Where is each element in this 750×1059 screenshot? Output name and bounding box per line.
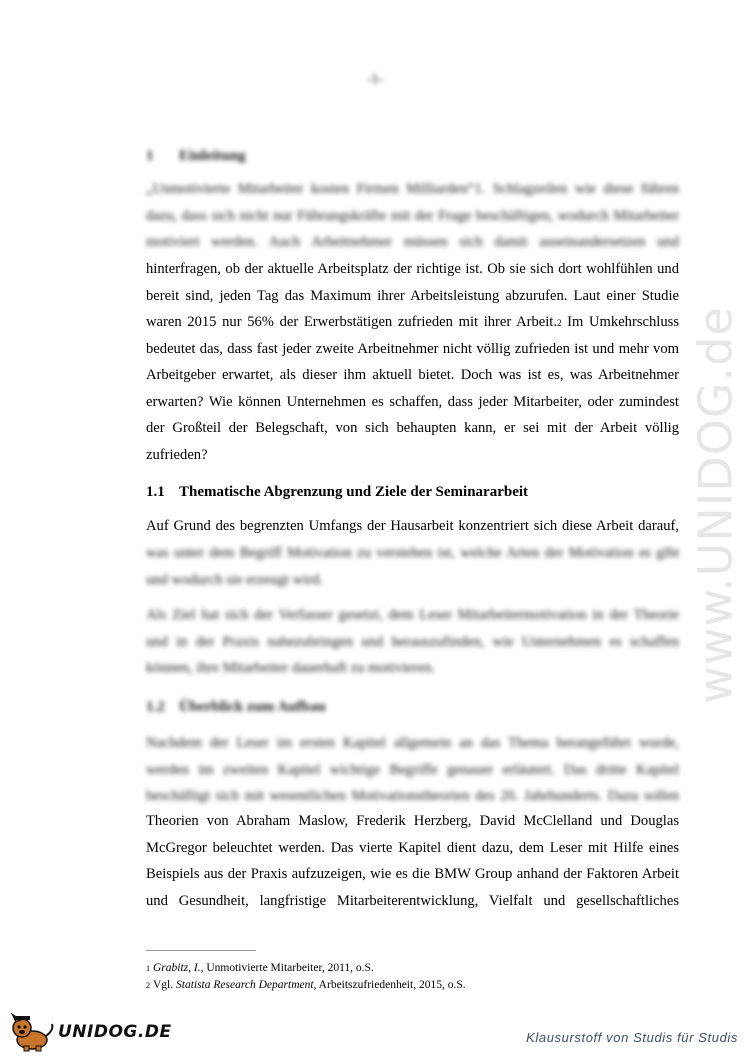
intro-paragraph (146, 256, 679, 468)
footnote-number: 2 (146, 981, 150, 990)
text-line: motiviert werden. Auch Arbeitnehmer müssen sich damit auseinandersetzen und (146, 234, 679, 250)
text-line-part: Im Umkehrschluss (561, 314, 679, 330)
text-line: und in der Praxis nahezubringen und herauszufinden, wie Unternehmen es schaffen (146, 633, 679, 650)
section-1-1-paragraph (146, 513, 679, 540)
unidog-logo (8, 1012, 172, 1052)
heading-einleitung (146, 148, 246, 165)
text-line: und wodurch sie erzeugt wird. (146, 571, 324, 588)
watermark: www.UNIDOG.de (689, 306, 743, 704)
footnote-2 (146, 977, 466, 994)
section-1-2-paragraph-blurred (146, 730, 679, 810)
text-line: zufrieden? (146, 446, 208, 463)
heading-title: Überblick zum Aufbau (179, 699, 326, 715)
text-line: Auf Grund des begrenzten Umfangs der Hausarbeit konzentriert sich diese Arbeit darauf, (146, 518, 679, 534)
text-line: der Großteil der Belegschaft, von sich behaupten kann, er sei mit der Arbeit völlig (146, 420, 679, 436)
text-line: was unter dem Begriff Motivation zu verstehen ist, welche Arten der Motivation es gibt (146, 545, 679, 561)
text-line (146, 309, 679, 336)
footnotes (146, 960, 466, 994)
footnote-marker: 2 (557, 318, 562, 328)
text-line-part: waren 2015 nur 56% der Erwerbstätigen zufrieden mit ihrer Arbeit. (146, 314, 558, 330)
intro-paragraph-blurred (146, 176, 679, 256)
text-line: McGregor beleuchtet werden. Das vierte Kapitel dient dazu, dem Leser mit Hilfe eines (146, 839, 679, 856)
section-1-1-paragraph-blurred (146, 540, 679, 593)
text-line: erwarten? Wie können Unternehmen es schaffen, dass jeder Mitarbeiter, oder zumindest (146, 393, 679, 410)
page-number: -1- (366, 72, 384, 87)
footnote-text: Arbeitszufriedenheit, 2015, o.S. (316, 979, 466, 991)
text-line: können, ihre Mitarbeiter dauerhaft zu motivieren. (146, 660, 435, 676)
text-line: werden im zweiten Kapitel wichtige Begriffe genauer erläutert. Das dritte Kapitel (146, 761, 679, 778)
text-line: Beispiels aus der Praxis aufzuzeigen, wie es die BMW Group anhand der Faktoren Arbeit (146, 866, 679, 882)
footnote-1 (146, 960, 466, 977)
footnote-separator (146, 950, 256, 951)
text-line: beschäftigt sich mit wesentlichen Motivationstheorien des 20. Jahrhunderts. Dazu sollen (146, 788, 679, 804)
footer-tagline: Klausurstoff von Studis für Studis (526, 1030, 738, 1045)
footnote-number: 1 (146, 964, 150, 973)
heading-title: Thematische Abgrenzung und Ziele der Seminararbeit (179, 484, 529, 500)
footnote-text: Unmotivierte Mitarbeiter, 2011, o.S. (203, 962, 374, 974)
heading-number: 1.1 (146, 484, 165, 500)
heading-number: 1.2 (146, 699, 165, 715)
section-1-2-paragraph (146, 808, 679, 914)
text-line: Als Ziel hat sich der Verfasser gesetzt, dem Leser Mitarbeitermotivation in der Theorie (146, 607, 679, 623)
text-line: dazu, dass sich nicht nur Führungskräfte mit der Frage beschäftigen, wodurch Mitarbeiter (146, 207, 679, 224)
text-line: „Unmotivierte Mitarbeiter kosten Firmen Milliarden“1. Schlagzeilen wie diese führen (146, 181, 679, 197)
heading-aufbau (146, 699, 326, 716)
footnote-author: Statista Research Department, (176, 979, 317, 991)
text-line: bedeutet das, dass fast jeder zweite Arbeitnehmer nicht völlig zufrieden ist und mehr vom (146, 340, 679, 357)
dog-icon (8, 1012, 56, 1052)
text-line: Arbeitgeber erwartet, als dieser ihm aktuell bietet. Doch was ist es, was Arbeitnehmer (146, 367, 679, 383)
text-line: und Gesundheit, langfristige Mitarbeiterentwicklung, Vielfalt und gesellschaftliches (146, 892, 679, 909)
text-line: bereit sind, jeden Tag das Maximum ihrer Arbeitsleistung abzurufen. Laut einer Studie (146, 287, 679, 304)
heading-abgrenzung (146, 484, 528, 501)
text-line: Nachdem der Leser im ersten Kapitel allgemein an das Thema herangeführt wurde, (146, 735, 679, 751)
footnote-prefix: Vgl. (153, 979, 176, 991)
text-line: hinterfragen, ob der aktuelle Arbeitsplatz der richtige ist. Ob sie sich dort wohlfühlen und (146, 261, 679, 277)
heading-title: Einleitung (179, 148, 246, 164)
footnote-author: Grabitz, I., (153, 962, 204, 974)
heading-number: 1 (146, 148, 154, 164)
section-1-1-goal-paragraph-blurred (146, 602, 679, 682)
logo-text: UNIDOG.DE (58, 1022, 172, 1042)
text-line: Theorien von Abraham Maslow, Frederik Herzberg, David McClelland und Douglas (146, 813, 679, 829)
